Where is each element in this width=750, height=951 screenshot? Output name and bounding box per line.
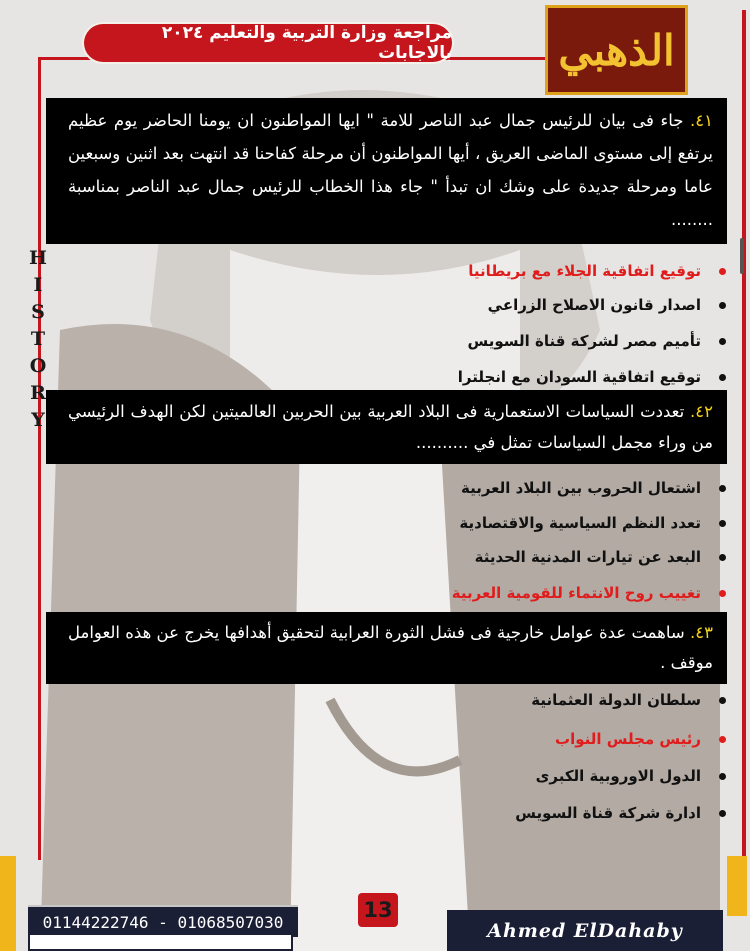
bullet-icon bbox=[719, 773, 726, 780]
option-43-2[interactable]: رئيس مجلس النواب bbox=[555, 730, 726, 748]
question-number: ٤١. bbox=[690, 111, 713, 130]
header-banner: مراجعة وزارة التربية والتعليم ٢٠٢٤ بالاجابات bbox=[84, 24, 452, 62]
question-42-box bbox=[46, 390, 727, 464]
bullet-icon bbox=[719, 485, 726, 492]
option-43-3[interactable]: الدول الاوروبية الكبرى bbox=[536, 767, 726, 785]
bullet-icon bbox=[719, 736, 726, 743]
right-gold-accent bbox=[727, 856, 747, 916]
bullet-icon bbox=[719, 520, 726, 527]
bullet-icon bbox=[719, 554, 726, 561]
phone-box-bottom bbox=[28, 935, 293, 951]
history-letter: S bbox=[31, 301, 45, 323]
question-number: ٤٢. bbox=[690, 402, 714, 421]
bullet-icon bbox=[719, 697, 726, 704]
history-letter: T bbox=[30, 328, 46, 350]
question-text: ساهمت عدة عوامل خارجية فى فشل الثورة العرابية لتحقيق أهدافها يخرج عن هذه العوامل موقف . bbox=[68, 623, 713, 672]
history-letter: Y bbox=[31, 409, 45, 431]
bullet-icon bbox=[719, 590, 726, 597]
history-letter: O bbox=[29, 355, 47, 377]
brand-logo: الذهبي bbox=[545, 5, 688, 95]
option-41-1[interactable]: توقيع اتفاقية الجلاء مع بريطانيا bbox=[468, 262, 726, 280]
option-43-4[interactable]: ادارة شركة قناة السويس bbox=[515, 804, 726, 822]
scrollbar-thumb[interactable] bbox=[740, 238, 744, 274]
contact-phones: 01144222746 - 01068507030 bbox=[28, 905, 298, 937]
bullet-icon bbox=[719, 374, 726, 381]
option-42-2[interactable]: تعدد النظم السياسية والاقتصادية bbox=[459, 514, 726, 532]
option-41-4[interactable]: توقيع اتفاقية السودان مع انجلترا bbox=[458, 368, 726, 386]
author-name: Ahmed ElDahaby bbox=[447, 910, 723, 951]
history-letter: I bbox=[33, 274, 43, 296]
bullet-icon bbox=[719, 302, 726, 309]
question-text: تعددت السياسات الاستعمارية فى البلاد العربية بين الحربين العالميتين لكن الهدف الرئيسي من وراء مجمل السياسات تمثل في .......... bbox=[68, 402, 713, 452]
frame-right-line bbox=[742, 10, 746, 870]
option-41-3[interactable]: تأميم مصر لشركة قناة السويس bbox=[468, 332, 726, 350]
option-42-3[interactable]: البعد عن تيارات المدنية الحديثة bbox=[475, 548, 726, 566]
question-number: ٤٣. bbox=[690, 623, 713, 642]
option-41-2[interactable]: اصدار قانون الاصلاح الزراعي bbox=[488, 296, 726, 314]
left-gold-accent bbox=[0, 856, 16, 951]
question-text: جاء فى بيان للرئيس جمال عبد الناصر للامة " ايها المواطنون ان يومنا الحاضر يوم عظيم يرتفع إلى مستوى الماضى العريق ، أيها المواطنون أن مرحلة كفاحنا قد انتهت بعد اثنين وسبعين عاما ومرحلة جديدة على وشك ان تبدأ " جاء هذا الخطاب للرئيس جمال عبد الناصر بمناسبة ........ bbox=[68, 111, 713, 229]
question-41-box bbox=[46, 98, 727, 244]
history-vertical-label bbox=[26, 245, 50, 434]
page-number: 13 bbox=[358, 893, 398, 927]
question-43-box bbox=[46, 612, 727, 684]
bullet-icon bbox=[719, 338, 726, 345]
history-letter: R bbox=[30, 382, 46, 404]
bullet-icon bbox=[719, 268, 726, 275]
option-43-1[interactable]: سلطان الدولة العثمانية bbox=[531, 691, 726, 709]
frame-left-line bbox=[38, 60, 41, 860]
history-letter: H bbox=[29, 247, 47, 269]
option-42-4[interactable]: تغييب روح الانتماء للقومية العربية bbox=[452, 584, 726, 602]
bullet-icon bbox=[719, 810, 726, 817]
option-42-1[interactable]: اشتعال الحروب بين البلاد العربية bbox=[461, 479, 726, 497]
